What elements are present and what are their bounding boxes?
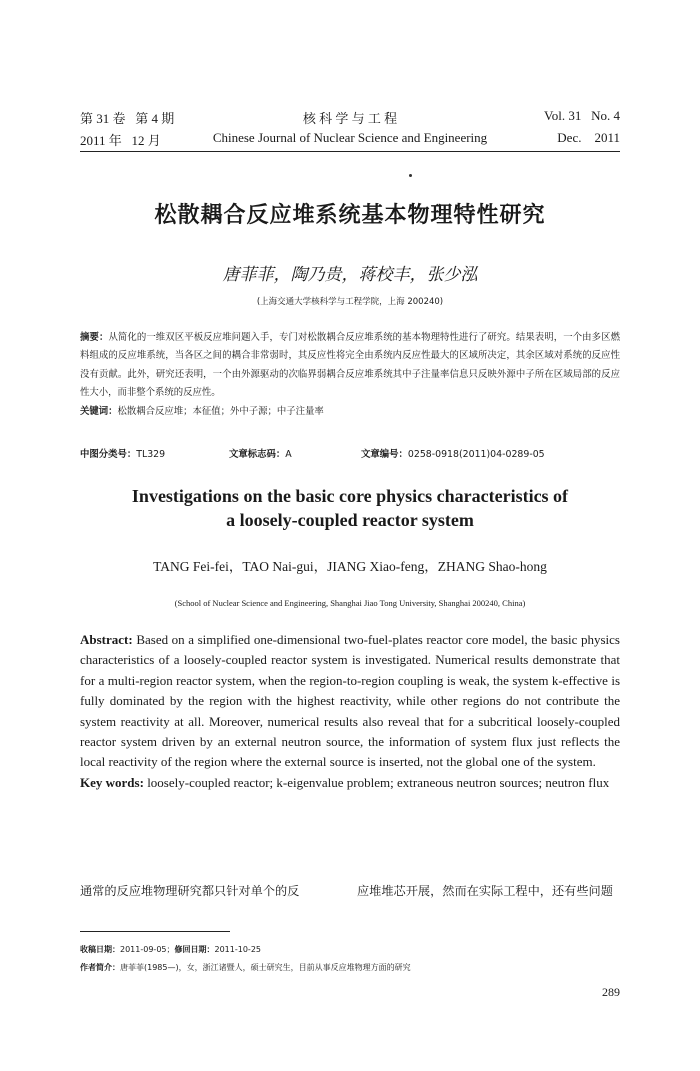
- body-column-right: 应堆堆芯开展，然而在实际工程中，还有些问题: [357, 884, 613, 898]
- keywords-en-label: Key words: [80, 774, 140, 790]
- footnote-rule: [80, 931, 230, 932]
- header-journal-en: Chinese Journal of Nuclear Science and Engineering: [212, 130, 488, 145]
- header-date-cn: 2011 年 12 月: [80, 133, 161, 148]
- keywords-en-text: loosely-coupled reactor; k-eigenvalue problem; extraneous neutron sources; neutron flux: [147, 774, 610, 790]
- footnote-dates: 收稿日期：2011-09-05；修回日期：2011-10-25: [80, 945, 261, 954]
- keywords-cn: [80, 403, 620, 421]
- keywords-cn-text: 松散耦合反应堆；本征值；外中子源；中子注量率: [117, 405, 324, 417]
- abstract-en-text: Based on a simplified one-dimensional two-fuel-plates reactor core model, the basic physics characteristics of a loosely-coupled reactor system is investigated. Numerical results demonstrate that for a multi-region reactor system, when the region-to-region coupling is weak, the system k-effective is fully dominated by the region with the highest reactivity, while other regions do not contribute the system reactivity at all. Moreover, numerical results also reveal that for a subcritical loosely-coupled reactor system driven by an external neutron source, the information of system flux just reflects the local reactivity of the region where the external source is inserted, not the global one of the system.: [80, 632, 620, 770]
- paper-title-en: [0, 484, 700, 532]
- keywords-en: Key words: loosely-coupled reactor; k-eigenvalue problem; extraneous neutron sources; neutron flux: [80, 774, 610, 790]
- clc-number: 中图分类号：TL329: [80, 449, 166, 460]
- header-rule: [80, 151, 620, 152]
- abstract-cn-text: 从简化的一维双区平板反应堆问题入手，专门对松散耦合反应堆系统的基本物理特性进行了研究。结果表明，一个由多区燃料组成的反应堆系统，当各区之间的耦合非常弱时，其反应性将完全由系统内反应性最大的区域所决定，其余区域对系统的反应性没有贡献。此外，研究还表明，一个由外源驱动的次临界弱耦合反应堆系统其中子注量率信息只反映外源中子所在区域局部的反应性大小，而非整个系统的反应性。: [80, 332, 620, 399]
- footnote-author-bio: 作者简介：唐菲菲(1985—)，女，浙江诸暨人，硕士研究生，目前从事反应堆物理方面的研究: [80, 963, 411, 972]
- header-volume-issue-en: Vol. 31 No. 4: [544, 108, 620, 123]
- keywords-cn-label: 关键词：: [80, 405, 118, 417]
- header-journal-cn: 核 科 学 与 工 程: [302, 111, 398, 126]
- abstract-cn: [80, 329, 620, 421]
- body-column-left: 通常的反应堆物理研究都只针对单个的反: [80, 884, 300, 898]
- abstract-en: Abstract: Based on a simplified one-dimensional two-fuel-plates reactor core model, the basic physics characteristics of a loosely-coupled reactor system is investigated. Numerical results demonstrate that for a multi-region reactor system, when the region-to-region coupling is weak, the system k-effective is fully dominated by the region with the highest reactivity, while other regions do not contribute the system reactivity at all. Moreover, numerical results also reveal that for a subcritical loosely-coupled reactor system driven by an external neutron source, the information of system flux just reflects the local reactivity of the region where the external source is inserted, not the global one of the system. Key words: loosely-coupled reactor; k-eigenvalue problem; extraneous neutron sources; neutron flux: [80, 630, 620, 793]
- paper-title-en-line1: Investigations on the basic core physics characteristics of: [131, 486, 569, 506]
- affiliation-cn: (上海交通大学核科学与工程学院，上海 200240): [256, 297, 444, 307]
- authors-cn: 唐菲菲，陶乃贵，蒋校丰，张少泓: [222, 265, 478, 285]
- header-date-en: Dec. 2011: [557, 130, 620, 145]
- paper-title-en-line2: a loosely-coupled reactor system: [226, 510, 474, 530]
- page-number: 289: [602, 985, 620, 999]
- header-volume-issue-cn: 第 31 卷 第 4 期: [80, 111, 175, 126]
- paper-title-cn: 松散耦合反应堆系统基本物理特性研究: [154, 203, 546, 228]
- affiliation-en: (School of Nuclear Science and Engineering, Shanghai Jiao Tong University, Shanghai 200240, China): [174, 598, 526, 608]
- decorative-dot: [409, 174, 412, 177]
- abstract-en-label: Abstract: [80, 632, 129, 647]
- document-code: 文章标志码：A: [229, 449, 292, 460]
- abstract-cn-label: 摘要：: [80, 332, 109, 343]
- authors-en: TANG Fei-fei，TAO Nai-gui，JIANG Xiao-feng，ZHANG Shao-hong: [153, 559, 547, 574]
- article-number: 文章编号：0258-0918(2011)04-0289-05: [361, 449, 545, 460]
